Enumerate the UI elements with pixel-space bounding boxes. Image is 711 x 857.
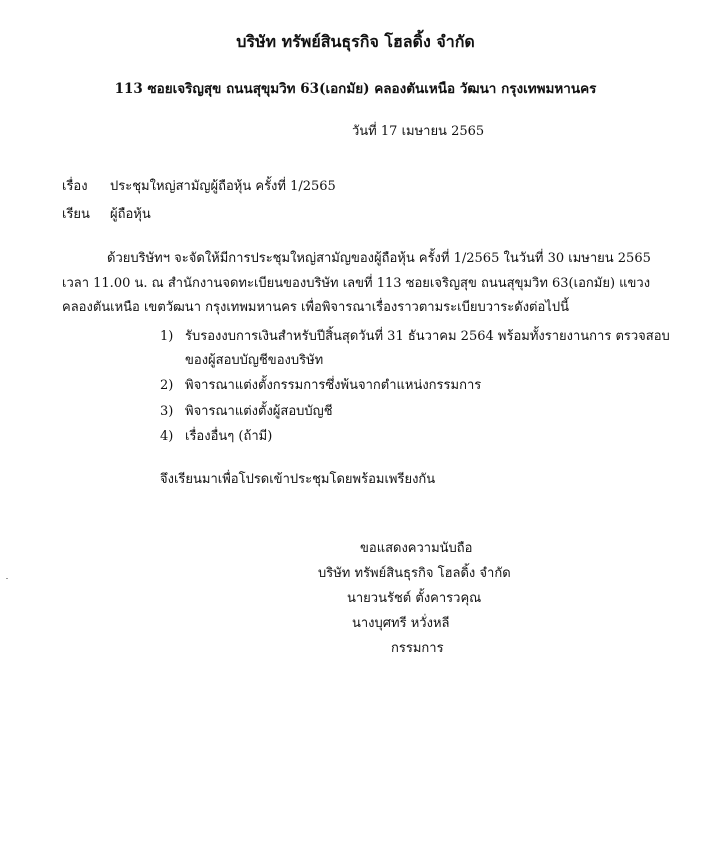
agenda-item-2-text: พิจารณาแต่งตั้งกรรมการซึ่งพ้นจากตำแหน่งกรรมการ bbox=[185, 378, 482, 393]
subject-text: ประชุมใหญ่สามัญผู้ถือหุ้น ครั้งที่ 1/2565 bbox=[110, 179, 336, 194]
body-paragraph-line-2: เวลา 11.00 น. ณ สำนักงานจดทะเบียนของบริษัท เลขที่ 113 ซอยเจริญสุข ถนนสุขุมวิท 63(เอกมัย) แขวง bbox=[62, 276, 651, 291]
agenda-item-4-text: เรื่องอื่นๆ (ถ้ามี) bbox=[185, 429, 273, 444]
margin-mark bbox=[6, 578, 8, 579]
salutation-label: เรียน bbox=[62, 207, 90, 222]
signature-company: บริษัท ทรัพย์สินธุรกิจ โฮลดิ้ง จำกัด bbox=[318, 566, 511, 581]
company-address: 113 ซอยเจริญสุข ถนนสุขุมวิท 63(เอกมัย) คลองตันเหนือ วัฒนา กรุงเทพมหานคร bbox=[114, 81, 597, 97]
signature-regards: ขอแสดงความนับถือ bbox=[360, 541, 473, 556]
signature-name-2: นางบุศทรี หวั่งหลี bbox=[352, 616, 450, 631]
agenda-item-4-number: 4) bbox=[160, 429, 174, 444]
body-paragraph-line-1: ด้วยบริษัทฯ จะจัดให้มีการประชุมใหญ่สามัญของผู้ถือหุ้น ครั้งที่ 1/2565 ในวันที่ 30 เมษายน 2565 bbox=[107, 251, 651, 266]
agenda-item-2-number: 2) bbox=[160, 378, 174, 393]
agenda-item-3-text: พิจารณาแต่งตั้งผู้สอบบัญชี bbox=[185, 404, 333, 419]
company-title: บริษัท ทรัพย์สินธุรกิจ โฮลดิ้ง จำกัด bbox=[236, 32, 475, 51]
closing-sentence: จึงเรียนมาเพื่อโปรดเข้าประชุมโดยพร้อมเพรียงกัน bbox=[160, 472, 436, 487]
agenda-item-1-text: รับรองงบการเงินสำหรับปีสิ้นสุดวันที่ 31 ธันวาคม 2564 พร้อมทั้งรายงานการ ตรวจสอบ bbox=[185, 329, 670, 344]
letter-date: วันที่ 17 เมษายน 2565 bbox=[352, 124, 485, 139]
agenda-item-3-number: 3) bbox=[160, 404, 174, 419]
subject-label: เรื่อง bbox=[62, 179, 88, 194]
agenda-item-1-text-continued: ของผู้สอบบัญชีของบริษัท bbox=[185, 353, 324, 368]
agenda-item-1-number: 1) bbox=[160, 329, 174, 344]
salutation-text: ผู้ถือหุ้น bbox=[110, 207, 151, 222]
body-paragraph-line-3: คลองตันเหนือ เขตวัฒนา กรุงเทพมหานคร เพื่อพิจารณาเรื่องราวตามระเบียบวาระดังต่อไปนี้ bbox=[62, 300, 569, 315]
signature-title: กรรมการ bbox=[391, 641, 444, 656]
signature-name-1: นายวนรัชต์ ตั้งคารวคุณ bbox=[347, 591, 482, 606]
